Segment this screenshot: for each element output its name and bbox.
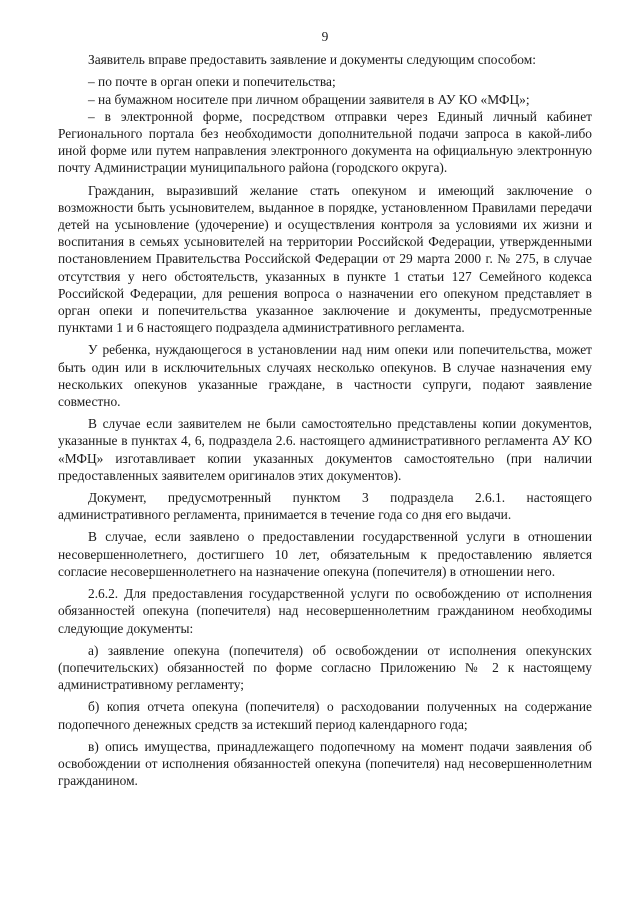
list-item-by-mail: – по почте в орган опеки и попечительства;: [88, 74, 336, 90]
paragraph-adoption-conclusion: Гражданин, выразивший желание стать опекуном и имеющий заключение о возможности быть усыновителем, выданное в порядке, установленном Правилами передачи детей на усыновление (удочерение) и осуществления контроля за условиями их жизни и воспитания в семьях усыновителей на территории Российской Федерации, утвержденными постановлением Правительства Российской Федерации от 29 марта 2000 г. № 275, в случае отсутствия у него обстоятельств, указанных в пункте 1 статьи 127 Семейного кодекса Российской Федерации, для решения вопроса о назначении его опекуном представляет в орган опеки и попечительства указанное заключение и документы, предусмотренные пунктами 1 и 6 настоящего подраздела административного регламента.: [58, 182, 592, 336]
paragraph-section-2-6-2: 2.6.2. Для предоставления государственной услуги по освобождению от исполнения обязанностей опекуна (попечителя) над несовершеннолетним гражданином необходимы следующие документы:: [58, 586, 592, 636]
paragraph-document-copies: В случае если заявителем не были самостоятельно представлены копии документов, указанные в пунктах 4, 6, подраздела 2.6. настоящего административного регламента АУ КО «МФЦ» изготавливает копии указанных документов самостоятельно (при наличии предоставленных заявителем оригиналов этих документов).: [58, 416, 592, 483]
paragraph-document-validity: Документ, предусмотренный пунктом 3 подраздела 2.6.1. настоящего административного регламента, принимается в течение года со дня его выдачи.: [58, 490, 592, 523]
list-item-paper-in-person: – на бумажном носителе при личном обращении заявителя в АУ КО «МФЦ»;: [88, 91, 530, 107]
page-number: 9: [321, 29, 329, 44]
paragraph-minor-consent: В случае, если заявлено о предоставлении государственной услуги в отношении несовершеннолетнего, достигшего 10 лет, обязательным к предоставлению является согласие несовершеннолетнего на назначение опекуна (попечителя) в отношении него.: [58, 529, 592, 579]
paragraph-submission-methods: Заявитель вправе предоставить заявление и документы следующим способом:: [88, 52, 536, 68]
list-item-b-report-copy: б) копия отчета опекуна (попечителя) о расходовании полученных на содержание подопечного денежных средств за истекший период календарного года;: [58, 699, 592, 732]
list-item-electronic: – в электронной форме, посредством отправки через Единый личный кабинет Регионального портала без необходимости дополнительной подачи запроса в какой-либо иной форме или путем направления электронного документа на официальную электронную почту Администрации муниципального района (городского округа).: [58, 108, 592, 176]
list-item-a-application: а) заявление опекуна (попечителя) об освобождении от исполнения опекунских (попечительских) обязанностей по форме согласно Приложению № 2 к настоящему административному регламенту;: [58, 642, 592, 693]
paragraph-several-guardians: У ребенка, нуждающегося в установлении над ним опеки или попечительства, может быть один или в исключительных случаях несколько опекунов. В случае назначения ему нескольких опекунов указанные граждане, в частности супруги, подают заявление совместно.: [58, 342, 592, 410]
list-item-c-property-inventory: в) опись имущества, принадлежащего подопечному на момент подачи заявления об освобождении от исполнения обязанностей опекуна (попечителя) над несовершеннолетним гражданином.: [58, 738, 592, 789]
